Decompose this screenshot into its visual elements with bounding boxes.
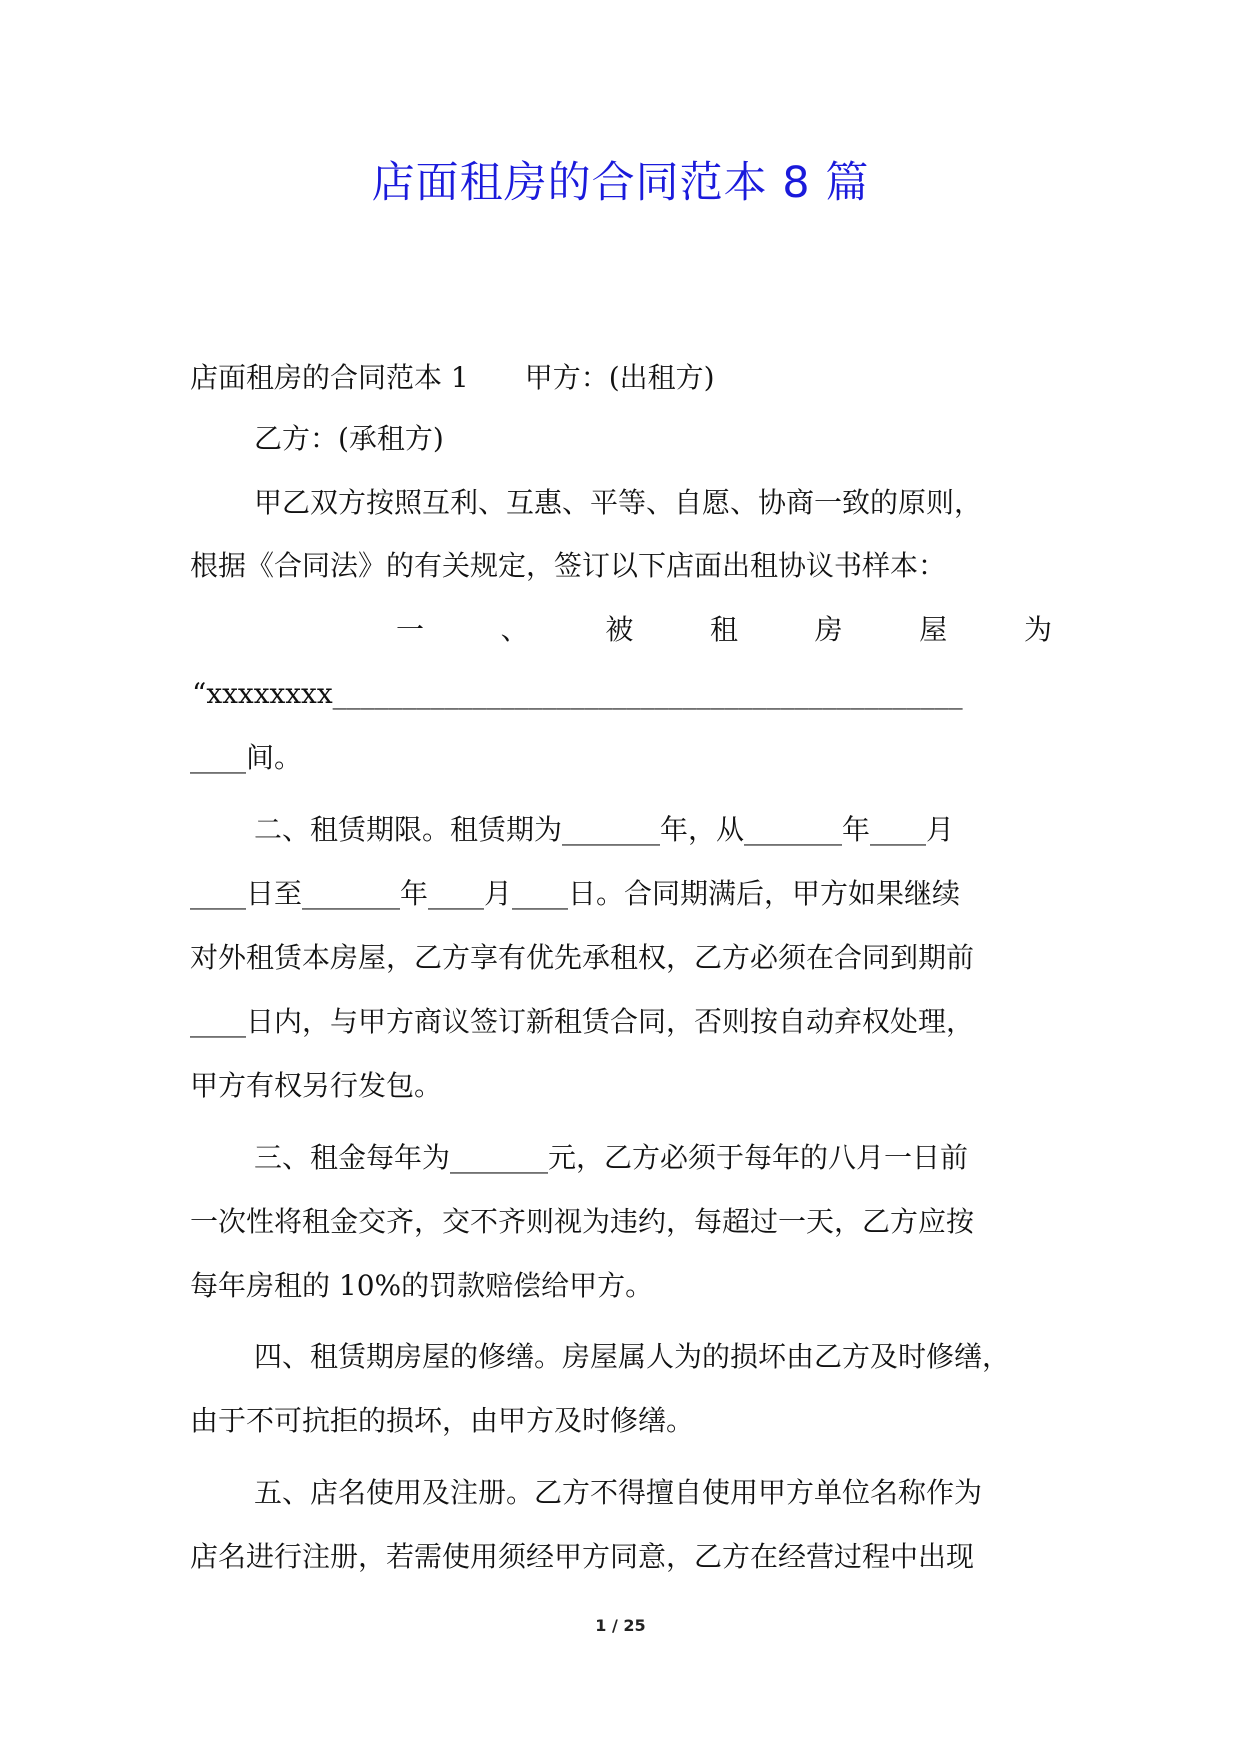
paragraph-line: 店面租房的合同范本 1 甲方：(出租方) — [190, 361, 715, 394]
spread-char: 为 — [1023, 613, 1052, 646]
page-number: 1 / 25 — [595, 1616, 646, 1635]
spread-char: 房 — [814, 613, 843, 646]
paragraph-line: 由于不可抗拒的损坏，由甲方及时修缮。 — [190, 1404, 695, 1437]
spread-char: 、 — [500, 613, 529, 646]
paragraph-line: 甲方有权另行发包。 — [190, 1069, 443, 1102]
paragraph-line: 二、租赁期限。租赁期为_______年，从_______年____月 — [254, 813, 955, 846]
spread-char: 被 — [605, 613, 634, 646]
paragraph-line: “xxxxxxxx_____________________________________________ — [192, 677, 963, 710]
spread-char: 一 — [396, 613, 425, 646]
paragraph-line: 对外租赁本房屋，乙方享有优先承租权，乙方必须在合同到期前 — [190, 941, 975, 974]
paragraph-line: 四、租赁期房屋的修缮。房屋属人为的损坏由乙方及时修缮， — [254, 1340, 1011, 1373]
spread-char: 屋 — [919, 613, 948, 646]
paragraph-line: 一次性将租金交齐，交不齐则视为违约，每超过一天，乙方应按 — [190, 1205, 975, 1238]
paragraph-line: 五、店名使用及注册。乙方不得擅自使用甲方单位名称作为 — [254, 1476, 983, 1509]
paragraph-line: ____间。 — [190, 741, 303, 774]
spread-char: 租 — [709, 613, 738, 646]
paragraph-line: 乙方：(承租方) — [254, 422, 444, 455]
clause-one-heading — [190, 610, 1052, 650]
paragraph-line: 根据《合同法》的有关规定，签订以下店面出租协议书样本： — [190, 549, 947, 582]
paragraph-line: 三、租金每年为_______元，乙方必须于每年的八月一日前 — [254, 1141, 969, 1174]
paragraph-line: ____日至_______年____月____日。合同期满后，甲方如果继续 — [190, 877, 961, 910]
paragraph-line: ____日内，与甲方商议签订新租赁合同，否则按自动弃权处理， — [190, 1005, 975, 1038]
paragraph-line: 甲乙双方按照互利、互惠、平等、自愿、协商一致的原则， — [254, 486, 983, 519]
document-title: 店面租房的合同范本 8 篇 — [371, 158, 870, 208]
paragraph-line: 店名进行注册，若需使用须经甲方同意，乙方在经营过程中出现 — [190, 1540, 975, 1573]
paragraph-line: 每年房租的 10%的罚款赔偿给甲方。 — [190, 1269, 654, 1302]
